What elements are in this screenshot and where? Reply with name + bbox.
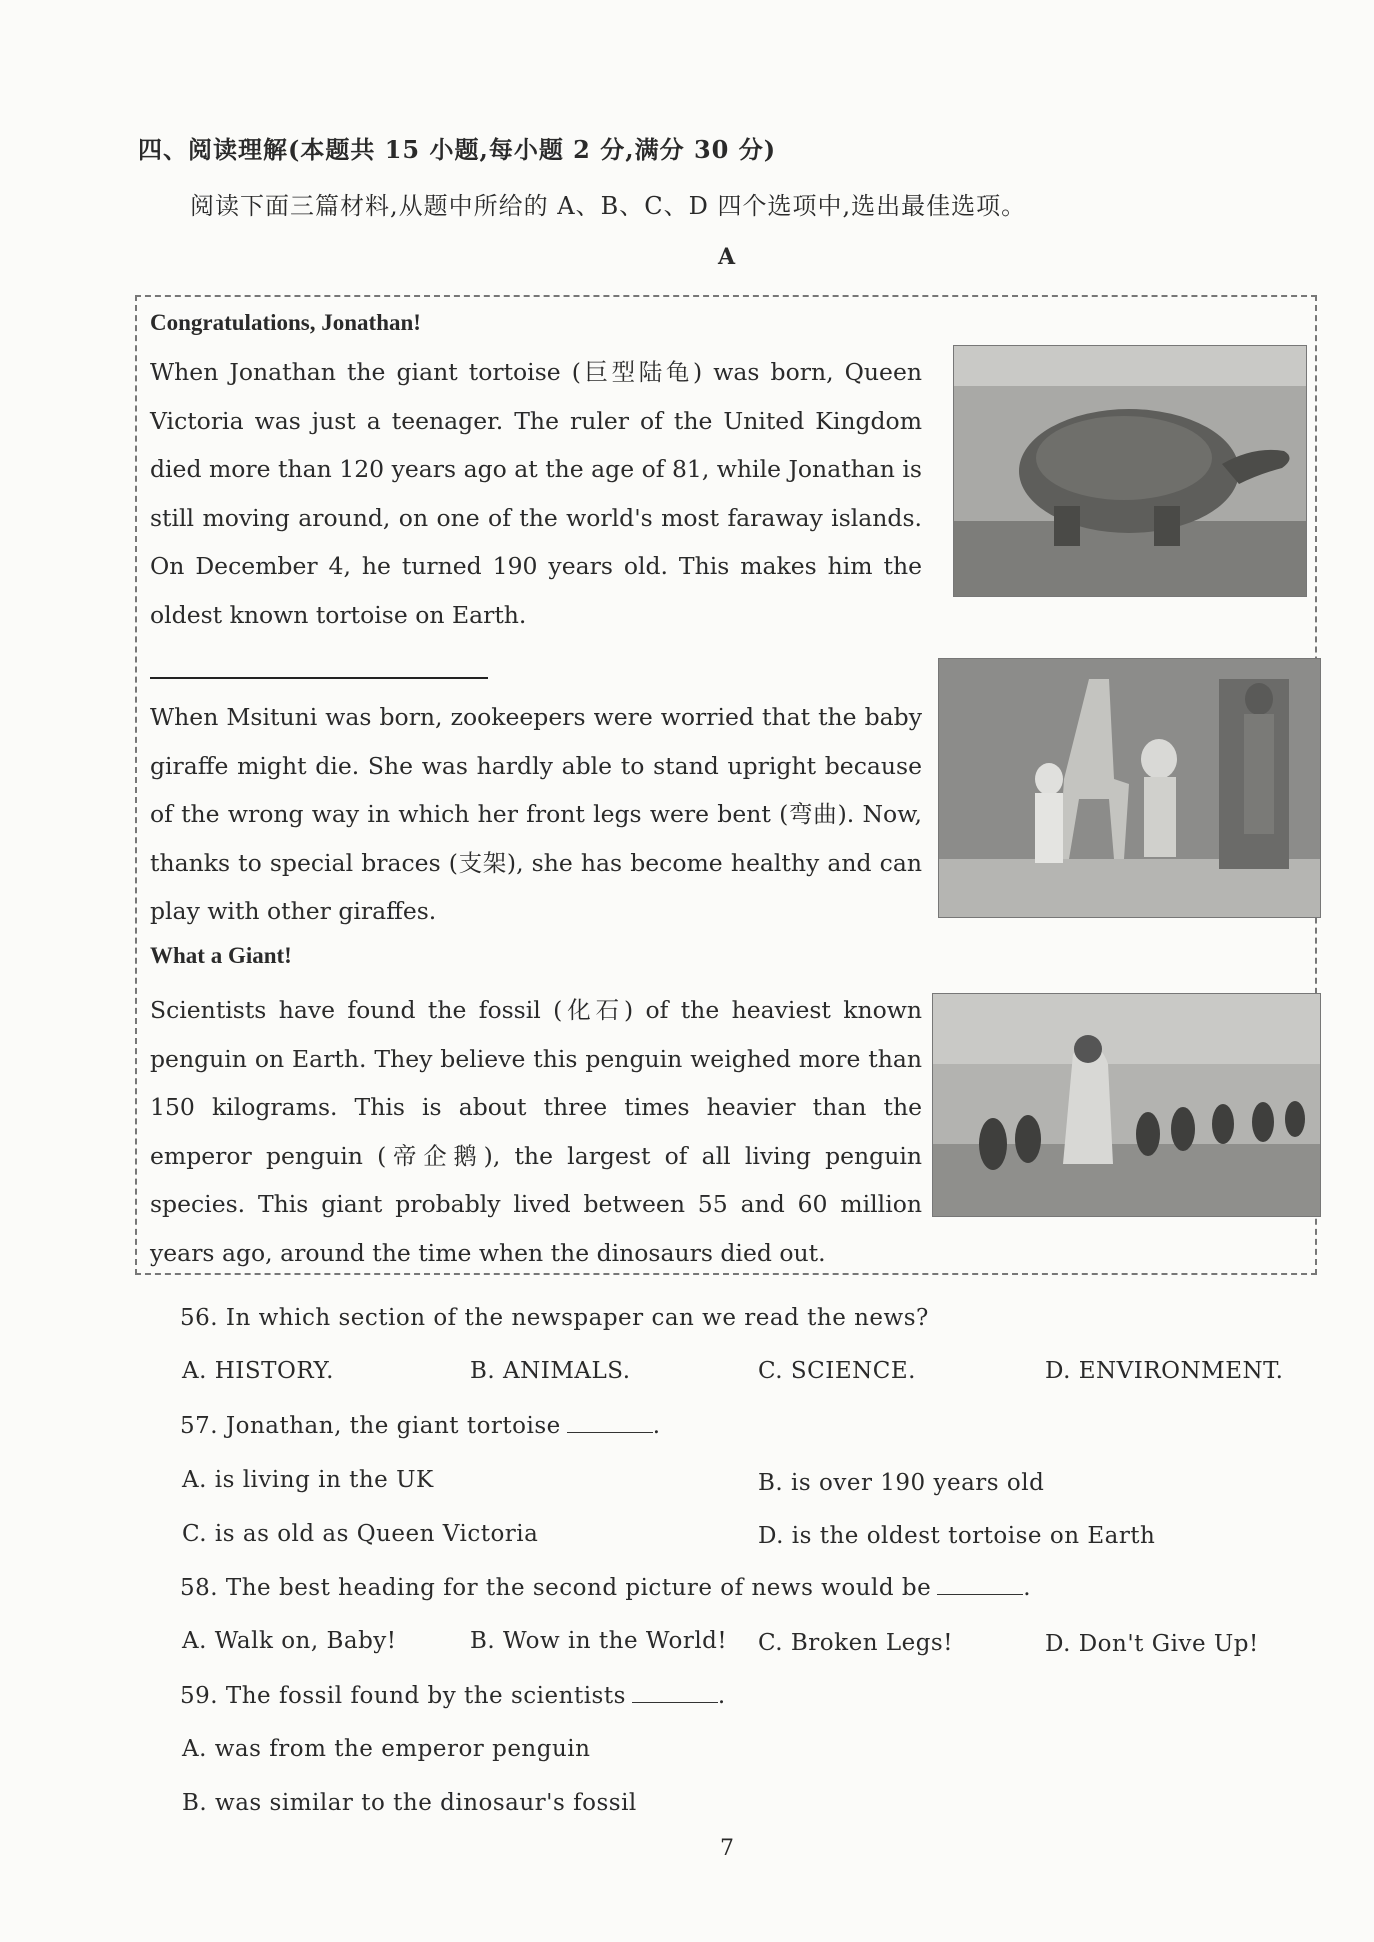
news-heading-1: Congratulations, Jonathan! <box>150 310 421 335</box>
question-57 <box>180 1413 661 1439</box>
option-56-a[interactable]: A. HISTORY. <box>182 1358 334 1384</box>
option-59-a[interactable]: A. was from the emperor penguin <box>182 1736 591 1762</box>
answer-blank <box>632 1684 718 1703</box>
answer-blank <box>567 1414 653 1433</box>
news-text-1: When Jonathan the giant tortoise (巨型陆龟) was born, Queen Victoria was just a teenager. The ruler of the United Kingdom died more than 120 years ago at the age of 81, while Jonathan is still moving around, on one of the world's most faraway islands. On December 4, he turned 190 years old. This makes him the oldest known tortoise on Earth. <box>150 358 922 629</box>
option-56-b[interactable]: B. ANIMALS. <box>470 1358 631 1384</box>
news-text-2: When Msituni was born, zookeepers were worried that the baby giraffe might die. She was hardly able to stand upright because of the wrong way in which her front legs were bent (弯曲). Now, thanks to special braces (支架), she has become healthy and can play with other giraffes. <box>150 703 922 925</box>
option-57-d[interactable]: D. is the oldest tortoise on Earth <box>758 1523 1156 1549</box>
question-56: 56. In which section of the newspaper can we read the news? <box>180 1305 929 1331</box>
question-59 <box>180 1683 726 1709</box>
question-58-end: . <box>1023 1575 1032 1601</box>
option-56-d[interactable]: D. ENVIRONMENT. <box>1045 1358 1284 1384</box>
news-heading-3: What a Giant! <box>150 943 292 968</box>
giraffe-photo <box>938 658 1321 918</box>
tortoise-illustration <box>954 346 1306 596</box>
news-text-3: Scientists have found the fossil (化石) of the heaviest known penguin on Earth. They believe this penguin weighed more than 150 kilograms. This is about three times heavier than the emperor penguin (帝企鹅), the largest of all living penguin species. This giant probably lived between 55 and 60 million years ago, around the time when the dinosaurs died out. <box>150 996 922 1267</box>
penguin-photo <box>932 993 1321 1217</box>
option-57-c[interactable]: C. is as old as Queen Victoria <box>182 1521 539 1547</box>
option-56-c[interactable]: C. SCIENCE. <box>758 1358 916 1384</box>
option-58-a[interactable]: A. Walk on, Baby! <box>182 1628 397 1654</box>
option-57-b[interactable]: B. is over 190 years old <box>758 1470 1045 1496</box>
question-59-stem: 59. The fossil found by the scientists <box>180 1683 626 1709</box>
penguin-illustration <box>933 994 1320 1216</box>
option-58-d[interactable]: D. Don't Give Up! <box>1045 1631 1259 1657</box>
option-57-a[interactable]: A. is living in the UK <box>182 1467 434 1493</box>
missing-heading-blank <box>150 677 488 679</box>
page-number: 7 <box>720 1836 734 1861</box>
option-58-b[interactable]: B. Wow in the World! <box>470 1628 728 1654</box>
option-58-c[interactable]: C. Broken Legs! <box>758 1630 953 1656</box>
question-57-end: . <box>652 1413 661 1439</box>
option-59-b[interactable]: B. was similar to the dinosaur's fossil <box>182 1790 637 1816</box>
answer-blank <box>937 1576 1023 1595</box>
question-59-end: . <box>717 1683 726 1709</box>
instructions: 阅读下面三篇材料,从题中所给的 A、B、C、D 四个选项中,选出最佳选项。 <box>190 192 1027 220</box>
question-58-stem: 58. The best heading for the second picture of news would be <box>180 1575 932 1601</box>
passage-label: A <box>718 244 736 270</box>
section-title: 四、阅读理解(本题共 15 小题,每小题 2 分,满分 30 分) <box>138 135 777 164</box>
question-58 <box>180 1575 1031 1601</box>
question-57-stem: 57. Jonathan, the giant tortoise <box>180 1413 561 1439</box>
tortoise-photo <box>953 345 1307 597</box>
giraffe-illustration <box>939 659 1320 917</box>
